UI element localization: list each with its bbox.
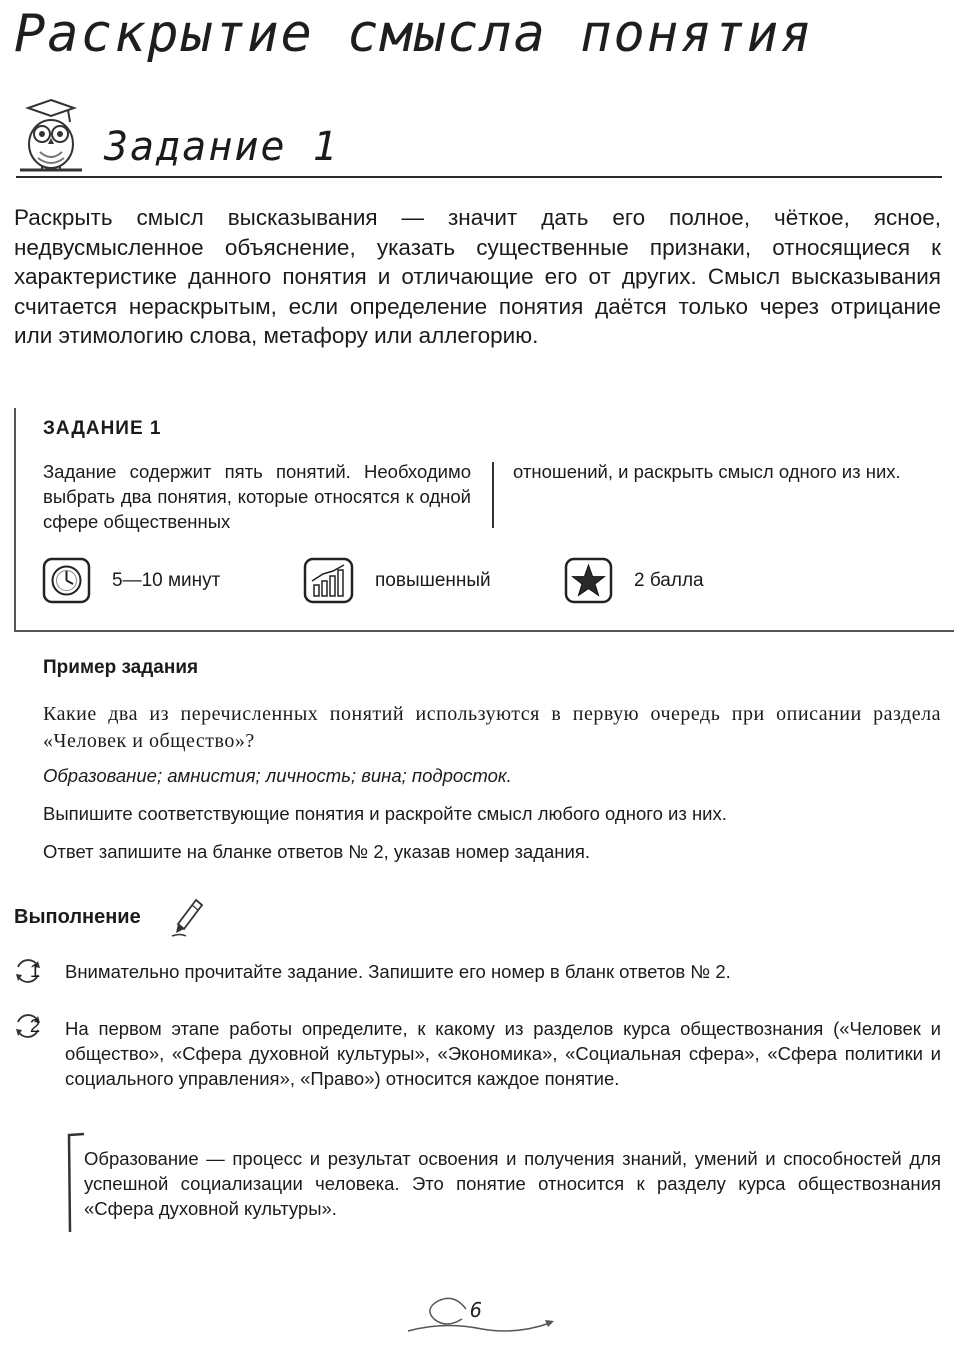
panel-description-col2: отношений, и раскрыть смысл одного из них.	[513, 461, 901, 482]
panel-column-divider	[492, 462, 494, 528]
example-instruction: Выпишите соответствующие понятия и раскройте смысл любого одного из них.	[43, 803, 727, 824]
step-1-text: Внимательно прочитайте задание. Запишите его номер в бланк ответов № 2.	[65, 961, 731, 982]
example-options: Образование; амнистия; личность; вина; подросток.	[43, 765, 512, 786]
panel-description-col1: Задание содержит пять понятий. Необходимо выбрать два понятия, которые относятся к одной сфере общественных	[43, 461, 471, 532]
level-label: повышенный	[375, 570, 491, 591]
execution-title: Выполнение	[14, 906, 141, 928]
step-2-text: На первом этапе работы определите, к какому из разделов курса обществознания («Человек и общество», «Сфера духовной культуры», «Экономика», «Социальная сфера», «Сфера политики и социального управления», «Право») относится каждое понятие.	[65, 1018, 941, 1089]
time-label: 5—10 минут	[112, 570, 221, 591]
note-text: Образование — процесс и результат освоения и получения знаний, умений и способностей для успешной социализации человека. Это понятие относится к разделу курса обществознания «Сфера духовной культуры».	[84, 1148, 941, 1219]
panel-left-border	[14, 408, 16, 632]
page-title: Раскрытие смысла понятия	[14, 4, 814, 64]
step-1-number: 1	[29, 960, 41, 981]
example-answer-instruction: Ответ запишите на бланке ответов № 2, указав номер задания.	[43, 841, 591, 862]
panel-title: ЗАДАНИЕ 1	[43, 418, 162, 439]
example-title: Пример задания	[43, 657, 199, 678]
page-number-badge	[404, 1289, 560, 1339]
panel-bottom-border	[14, 630, 954, 632]
step-2-number: 2	[29, 1015, 41, 1036]
difficulty-chart-icon	[303, 557, 355, 605]
points-label: 2 балла	[634, 570, 704, 591]
pencil-icon	[170, 896, 206, 940]
star-icon	[564, 557, 614, 605]
example-question: Какие два из перечисленных понятий используются в первую очередь при описании раздела «Человек и общество»?	[43, 703, 941, 752]
page-number: 6	[470, 1298, 483, 1322]
note-bracket	[66, 1132, 86, 1236]
intro-paragraph: Раскрыть смысл высказывания — значит дать его полное, чёткое, ясное, недвусмысленное объяснение, указать существенные признаки, относящиеся к характеристике данного понятия и отличающие его от других. Смысл высказывания считается нераскрытым, если определение понятия даётся только через отрицание или этимологию слова, метафору или аллегорию.	[14, 205, 941, 349]
clock-icon	[42, 557, 92, 605]
owl-icon	[16, 98, 86, 174]
task-heading: Задание 1	[104, 124, 339, 170]
heading-rule	[16, 176, 942, 178]
